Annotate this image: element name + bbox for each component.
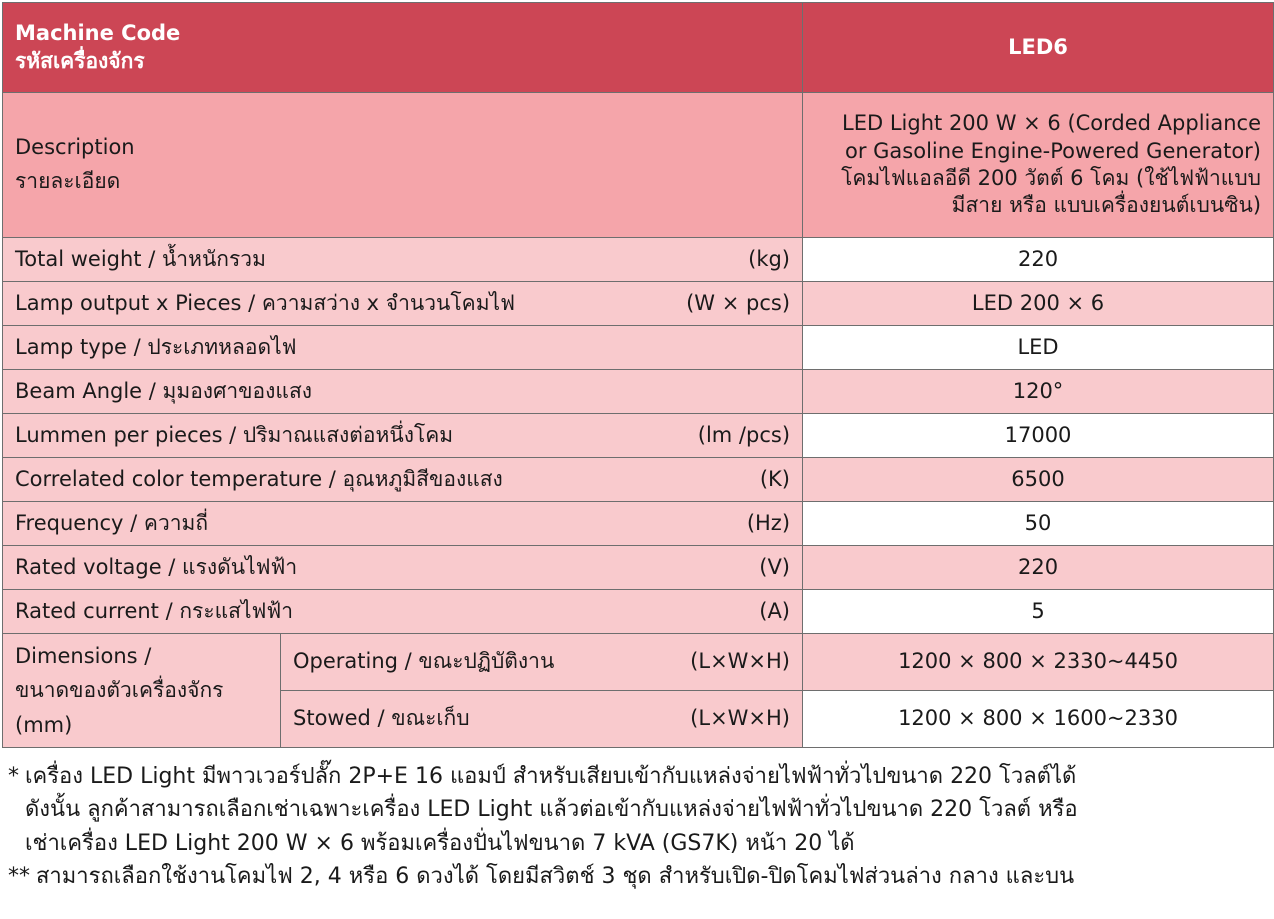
spec-unit: (kg) xyxy=(748,246,791,271)
footnote-mark: * xyxy=(8,764,19,789)
spec-value: 6500 xyxy=(803,458,1274,502)
stowed-label: Stowed / ขณะเก็บ xyxy=(293,706,470,731)
spec-value: 220 xyxy=(803,238,1274,282)
dimensions-unit: (mm) xyxy=(15,712,73,737)
dimensions-label-th: ขนาดของตัวเครื่องจักร xyxy=(15,678,224,703)
description-label-en: Description xyxy=(15,135,135,160)
spec-row-beam-angle xyxy=(3,370,1274,414)
spec-value: 50 xyxy=(803,502,1274,546)
spec-row-rated-current xyxy=(3,590,1274,634)
footnote-mark: ** xyxy=(8,864,30,890)
description-line: or Gasoline Engine-Powered Generator) xyxy=(845,138,1262,163)
spec-label: Rated voltage / แรงดันไฟฟ้า xyxy=(15,554,298,579)
machine-code-label-th: รหัสเครื่องจักร xyxy=(15,48,145,73)
stowed-value: 1200 × 800 × 1600~2330 xyxy=(803,691,1274,748)
description-line: มีสาย หรือ แบบเครื่องยนต์เบนซิน) xyxy=(951,193,1262,218)
spec-row-lumen xyxy=(3,414,1274,458)
dimensions-operating-row xyxy=(3,634,1274,691)
model-code: LED6 xyxy=(803,3,1274,93)
spec-value: 120° xyxy=(803,370,1274,414)
footnotes xyxy=(8,760,1270,894)
spec-label: Frequency / ความถี่ xyxy=(15,510,209,535)
spec-row-lamp-type xyxy=(3,326,1274,370)
spec-label: Lamp output x Pieces / ความสว่าง x จำนวนโคมไฟ xyxy=(15,290,515,315)
spec-unit: (Hz) xyxy=(746,510,791,535)
operating-unit: (L×W×H) xyxy=(690,649,791,674)
operating-label: Operating / ขณะปฏิบัติงาน xyxy=(293,649,555,674)
description-label-cell xyxy=(3,93,803,238)
spec-label: Total weight / น้ำหนักรวม xyxy=(15,246,266,271)
spec-row-lamp-output xyxy=(3,282,1274,326)
description-value-cell xyxy=(803,93,1274,238)
dimensions-label: Dimensions / xyxy=(15,643,152,668)
footnote-line: เครื่อง LED Light มีพาวเวอร์ปลั๊ก 2P+E 16 แอมป์ สำหรับเสียบเข้ากับแหล่งจ่ายไฟฟ้าทั่วไปขนาด 220 โวลต์ได้ xyxy=(25,764,1077,789)
spec-label: Beam Angle / มุมองศาของแสง xyxy=(15,378,313,403)
spec-value: 220 xyxy=(803,546,1274,590)
spec-row-rated-voltage xyxy=(3,546,1274,590)
spec-value: 5 xyxy=(803,590,1274,634)
header-row xyxy=(3,3,1274,93)
spec-label: Rated current / กระแสไฟฟ้า xyxy=(15,598,294,623)
spec-unit: (V) xyxy=(759,554,791,579)
spec-unit: (K) xyxy=(759,466,791,491)
machine-code-label-en: Machine Code xyxy=(15,21,181,46)
spec-label: Lamp type / ประเภทหลอดไฟ xyxy=(15,334,297,359)
spec-unit: (W × pcs) xyxy=(686,290,791,315)
stowed-unit: (L×W×H) xyxy=(690,706,791,731)
description-line: โคมไฟแอลอีดี 200 วัตต์ 6 โคม (ใช้ไฟฟ้าแบบ xyxy=(841,166,1262,190)
description-row xyxy=(3,93,1274,238)
footnote-line: เช่าเครื่อง LED Light 200 W × 6 พร้อมเครื่องปั่นไฟขนาด 7 kVA (GS7K) หน้า 20 ได้ xyxy=(25,830,855,856)
operating-value: 1200 × 800 × 2330~4450 xyxy=(803,634,1274,691)
dimensions-label-cell xyxy=(3,634,281,748)
spec-value: LED 200 × 6 xyxy=(803,282,1274,326)
spec-value: LED xyxy=(803,326,1274,370)
footnote-line: ดังนั้น ลูกค้าสามารถเลือกเช่าเฉพาะเครื่อง LED Light แล้วต่อเข้ากับแหล่งจ่ายไฟฟ้าทั่วไปขนาด 220 โวลต์ หรือ xyxy=(25,797,1078,823)
spec-unit: (A) xyxy=(759,598,791,623)
spec-table xyxy=(2,2,1274,748)
spec-row-color-temperature xyxy=(3,458,1274,502)
machine-code-label-cell xyxy=(3,3,803,93)
description-label-th: รายละเอียด xyxy=(15,169,121,193)
spec-value: 17000 xyxy=(803,414,1274,458)
spec-label: Correlated color temperature / อุณหภูมิสีของแสง xyxy=(15,466,503,491)
spec-row-total-weight xyxy=(3,238,1274,282)
spec-label: Lummen per pieces / ปริมาณแสงต่อหนึ่งโคม xyxy=(15,422,454,447)
spec-unit: (lm /pcs) xyxy=(697,422,791,447)
description-line: LED Light 200 W × 6 (Corded Appliance xyxy=(842,111,1262,136)
footnote-line: สามารถเลือกใช้งานโคมไฟ 2, 4 หรือ 6 ดวงได้ โดยมีสวิตช์ 3 ชุด สำหรับเปิด-ปิดโคมไฟส่วนล่าง กลาง และบน xyxy=(36,864,1075,890)
footnote xyxy=(8,760,1270,860)
footnote xyxy=(8,860,1270,893)
spec-row-frequency xyxy=(3,502,1274,546)
